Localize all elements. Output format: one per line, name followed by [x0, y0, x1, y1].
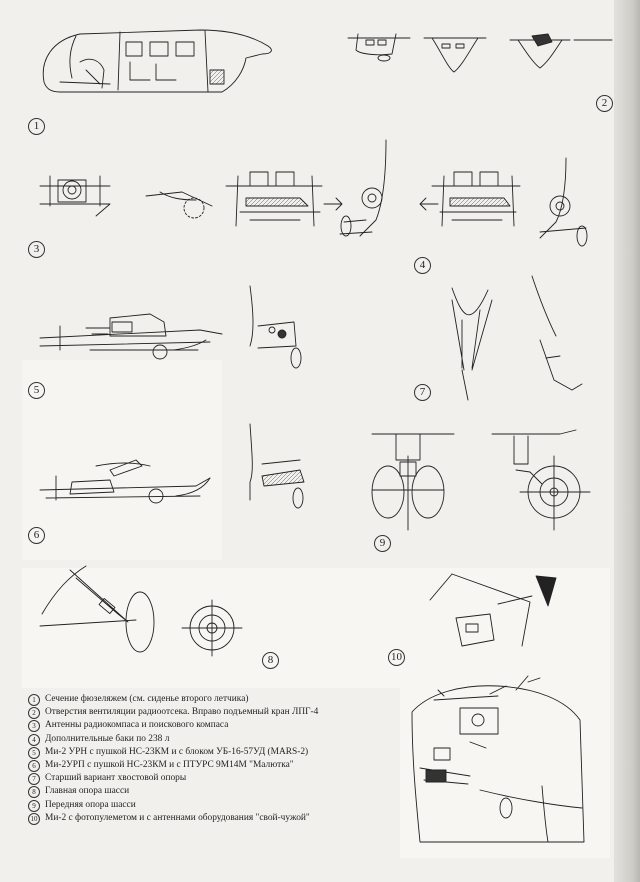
figure-number-7: 7: [414, 384, 431, 401]
legend-marker: 2: [28, 707, 40, 719]
figure-number-9: 9: [374, 535, 391, 552]
legend-item: [28, 733, 358, 746]
legend-item: [28, 799, 358, 812]
legend-marker: 9: [28, 800, 40, 812]
legend-text: Старший вариант хвостовой опоры: [45, 773, 187, 784]
legend-marker: 10: [28, 813, 40, 825]
figure-number-5: 5: [28, 382, 45, 399]
legend-marker: 4: [28, 734, 40, 746]
legend-item: [28, 693, 358, 706]
legend-text: Сечение фюзеляжем (см. сиденье второго летчика): [45, 694, 249, 704]
legend-text: Ми-2УРП с пушкой НС-23КМ и с ПТУРС 9М14М "Малютка": [45, 760, 294, 771]
legend-text: Дополнительные баки по 238 л: [45, 733, 170, 744]
mi2-urn-drawing: [40, 286, 301, 368]
tail-skid-drawing: [452, 276, 582, 400]
legend-marker: 3: [28, 720, 40, 732]
legend-marker: 5: [28, 747, 40, 759]
legend-item: [28, 719, 358, 732]
figure-number-6: 6: [28, 527, 45, 544]
antennas-drawing: [40, 176, 212, 218]
legend-text: Ми-2 с фотопулеметом и с антеннами оборудования "свой-чужой": [45, 812, 310, 823]
figure-legend: [28, 693, 358, 825]
figure-number-2: 2: [596, 95, 613, 112]
legend-marker: 8: [28, 786, 40, 798]
legend-marker: 6: [28, 760, 40, 772]
figure-number-4: 4: [414, 257, 431, 274]
legend-item: [28, 706, 358, 719]
legend-text: Главная опора шасси: [45, 786, 130, 797]
legend-item: [28, 812, 358, 825]
legend-marker: 7: [28, 773, 40, 785]
legend-text: Передняя опора шасси: [45, 799, 136, 810]
legend-text: Антенны радиокомпаса и поискового компаса: [45, 720, 229, 731]
nose-gear-drawing: [372, 430, 590, 530]
ventilation-openings-drawing: [348, 34, 612, 72]
legend-text: Ми-2 УРН с пушкой НС-23КМ и с блоком УБ-16-57УД (MARS-2): [45, 746, 309, 757]
legend-item: [28, 759, 358, 772]
legend-item: [28, 772, 358, 785]
legend-item: [28, 785, 358, 798]
legend-marker: 1: [28, 694, 40, 706]
legend-text: Отверстия вентиляции радиоотсека. Вправо подъемный кран ЛПГ-4: [45, 707, 319, 718]
legend-item: [28, 746, 358, 759]
fuselage-cutaway-drawing: [43, 30, 271, 92]
figure-number-1: 1: [28, 118, 45, 135]
figure-number-8: 8: [262, 652, 279, 669]
additional-tanks-drawing: [226, 140, 587, 246]
figure-number-3: 3: [28, 241, 45, 258]
figure-number-10: 10: [388, 649, 405, 666]
